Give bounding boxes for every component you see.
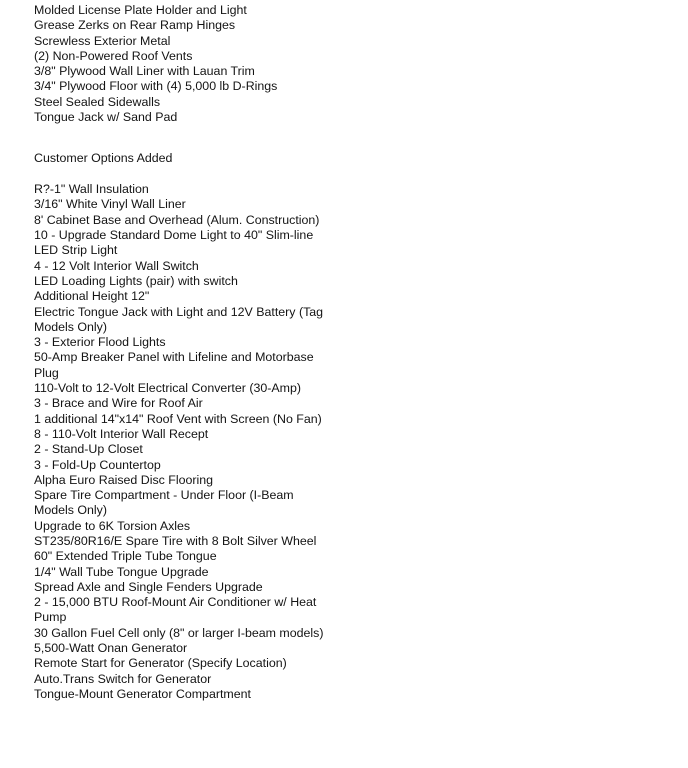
- option-line: Auto.Trans Switch for Generator: [34, 671, 212, 686]
- option-line: 3 - Exterior Flood Lights: [34, 335, 166, 350]
- feature-line: Screwless Exterior Metal: [34, 33, 171, 48]
- option-line: 2 - Stand-Up Closet: [34, 442, 143, 457]
- option-line: R?-1" Wall Insulation: [34, 182, 149, 197]
- option-line: 4 - 12 Volt Interior Wall Switch: [34, 258, 199, 273]
- options-heading: Customer Options Added: [34, 151, 173, 166]
- option-line: Spread Axle and Single Fenders Upgrade: [34, 579, 263, 594]
- option-line: Remote Start for Generator (Specify Location): [34, 656, 287, 671]
- option-line: 8' Cabinet Base and Overhead (Alum. Construction): [34, 212, 320, 227]
- option-line: 1/4" Wall Tube Tongue Upgrade: [34, 564, 209, 579]
- option-line: Electric Tongue Jack with Light and 12V Battery (Tag Models Only): [34, 304, 324, 334]
- section-spacer: [34, 125, 324, 151]
- option-line: 60" Extended Triple Tube Tongue: [34, 549, 217, 564]
- option-line: Upgrade to 6K Torsion Axles: [34, 518, 191, 533]
- feature-document: [34, 3, 324, 702]
- option-line: Tongue-Mount Generator Compartment: [34, 686, 251, 701]
- option-line: 1 additional 14"x14" Roof Vent with Screen (No Fan): [34, 411, 322, 426]
- option-line: 30 Gallon Fuel Cell only (8" or larger I-beam models): [34, 625, 324, 640]
- option-line: 10 - Upgrade Standard Dome Light to 40" Slim-line LED Strip Light: [34, 228, 314, 258]
- feature-line: (2) Non-Powered Roof Vents: [34, 48, 193, 63]
- feature-line: 3/4" Plywood Floor with (4) 5,000 lb D-Rings: [34, 79, 278, 94]
- option-line: 3/16" White Vinyl Wall Liner: [34, 197, 186, 212]
- feature-line: Steel Sealed Sidewalls: [34, 94, 161, 109]
- customer-options-list: [34, 182, 324, 702]
- option-line: Additional Height 12": [34, 289, 150, 304]
- feature-line: Grease Zerks on Rear Ramp Hinges: [34, 18, 236, 33]
- option-line: Spare Tire Compartment - Under Floor (I-Beam Models Only): [34, 488, 294, 518]
- option-line: 8 - 110-Volt Interior Wall Recept: [34, 426, 209, 441]
- option-line: 2 - 15,000 BTU Roof-Mount Air Conditioner w/ Heat Pump: [34, 595, 317, 625]
- feature-line: Molded License Plate Holder and Light: [34, 3, 247, 17]
- option-line: 110-Volt to 12-Volt Electrical Converter (30-Amp): [34, 381, 301, 396]
- option-line: 3 - Fold-Up Countertop: [34, 457, 161, 472]
- option-line: 50-Amp Breaker Panel with Lifeline and Motorbase Plug: [34, 350, 314, 380]
- standard-features-list: [34, 3, 324, 125]
- section-spacer: [34, 167, 324, 183]
- option-line: LED Loading Lights (pair) with switch: [34, 273, 238, 288]
- feature-line: 3/8" Plywood Wall Liner with Lauan Trim: [34, 64, 255, 79]
- feature-line: Tongue Jack w/ Sand Pad: [34, 110, 178, 125]
- option-line: Alpha Euro Raised Disc Flooring: [34, 472, 214, 487]
- option-line: 3 - Brace and Wire for Roof Air: [34, 396, 203, 411]
- option-line: ST235/80R16/E Spare Tire with 8 Bolt Silver Wheel: [34, 534, 317, 548]
- option-line: 5,500-Watt Onan Generator: [34, 641, 188, 656]
